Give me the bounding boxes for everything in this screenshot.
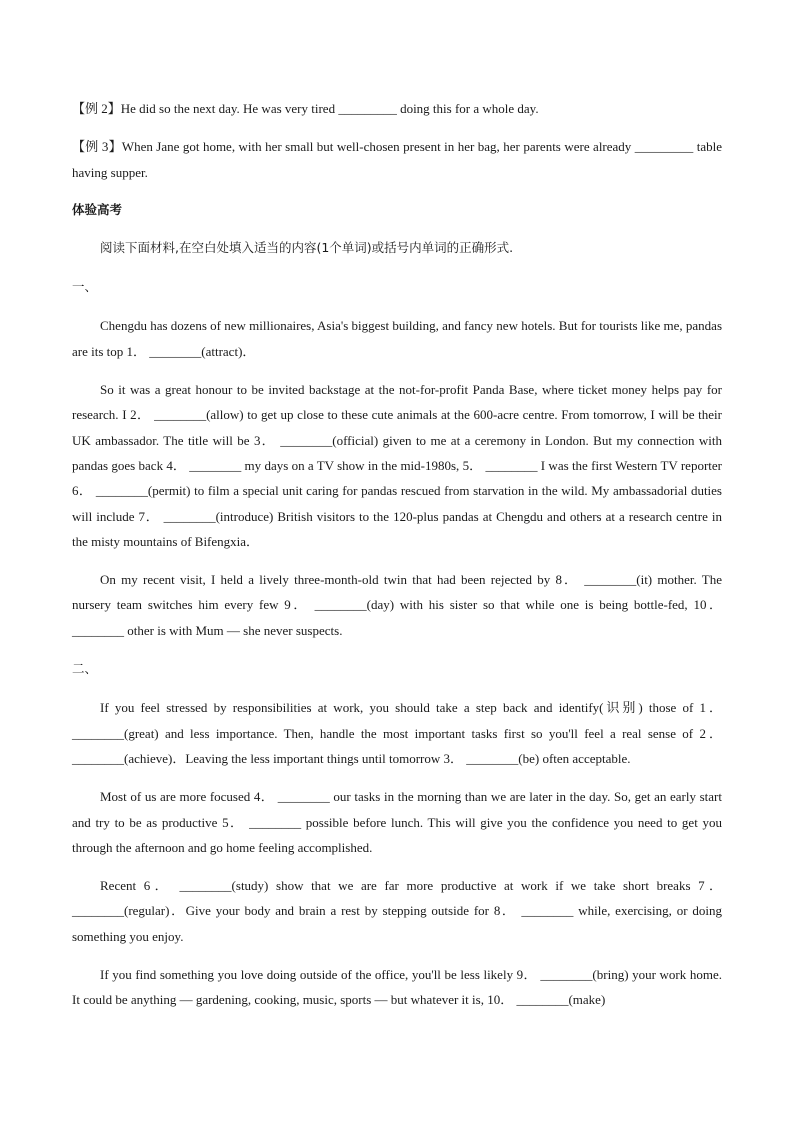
example-3: 【例 3】When Jane got home, with her small but well-chosen present in her bag, her parents were already _________ table having supper. (72, 139, 722, 180)
section-1-paragraph: Chengdu has dozens of new millionaires, Asia's biggest building, and fancy new hotels. But for tourists like me, pandas are its top 1． ________(attract)． (72, 318, 722, 359)
example-2: 【例 2】He did so the next day. He was very tired _________ doing this for a whole day. (72, 101, 539, 116)
document-page (72, 96, 722, 1026)
section-1-label: 一、 (72, 279, 98, 295)
section-2-paragraph: If you find something you love doing outside of the office, you'll be less likely 9． ________(bring) your work home. It could be anything — gardening, cooking, music, sports — but whatever it is, 10． ________(make) (72, 967, 722, 1008)
section-2-paragraph: Recent 6． ________(study) show that we are far more productive at work if we take short breaks 7． ________(regular)．Give your body and brain a rest by stepping outside for 8． ________ while, exercising, or doing something you enjoy. (72, 878, 722, 944)
section-heading: 体验高考 (72, 201, 123, 217)
section-1-paragraph: On my recent visit, I held a lively three-month-old twin that had been rejected by 8． ________(it) mother. The nursery team switches him every few 9． ________(day) with his sister so that while one is being bottle-fed, 10． ________ other is with Mum — she never suspects. (72, 572, 722, 638)
section-2-label: 二、 (72, 661, 98, 677)
section-2-paragraph: Most of us are more focused 4． ________ our tasks in the morning than we are later in the day. So, get an early start and try to be as productive 5． ________ possible before lunch. This will give you the confidence you need to get you through the afternoon and go home feeling accomplished. (72, 789, 722, 855)
instruction-text: 阅读下面材料,在空白处填入适当的内容(1个单词)或括号内单词的正确形式. (100, 239, 514, 255)
section-1-paragraph: So it was a great honour to be invited backstage at the not-for-profit Panda Base, where ticket money helps pay for research. I 2． ________(allow) to get up close to these cute animals at the 600-acre centre. From tomorrow, I will be their UK ambassador. The title will be 3． ________(official) given to me at a ceremony in London. But my connection with pandas goes back 4． ________ my days on a TV show in the mid-1980s, 5． ________ I was the first Western TV reporter 6． ________(permit) to film a special unit caring for pandas rescued from starvation in the wild. My ambassadorial duties will include 7． ________(introduce) British visitors to the 120-plus pandas at Chengdu and others at a research centre in the misty mountains of Bifengxia． (72, 382, 722, 549)
section-2-paragraph: If you feel stressed by responsibilities at work, you should take a step back and identify(识别) those of 1． ________(great) and less importance. Then, handle the most important tasks first so you'll feel a real sense of 2． ________(achieve)．Leaving the less important things until tomorrow 3． ________(be) often acceptable. (72, 700, 722, 766)
